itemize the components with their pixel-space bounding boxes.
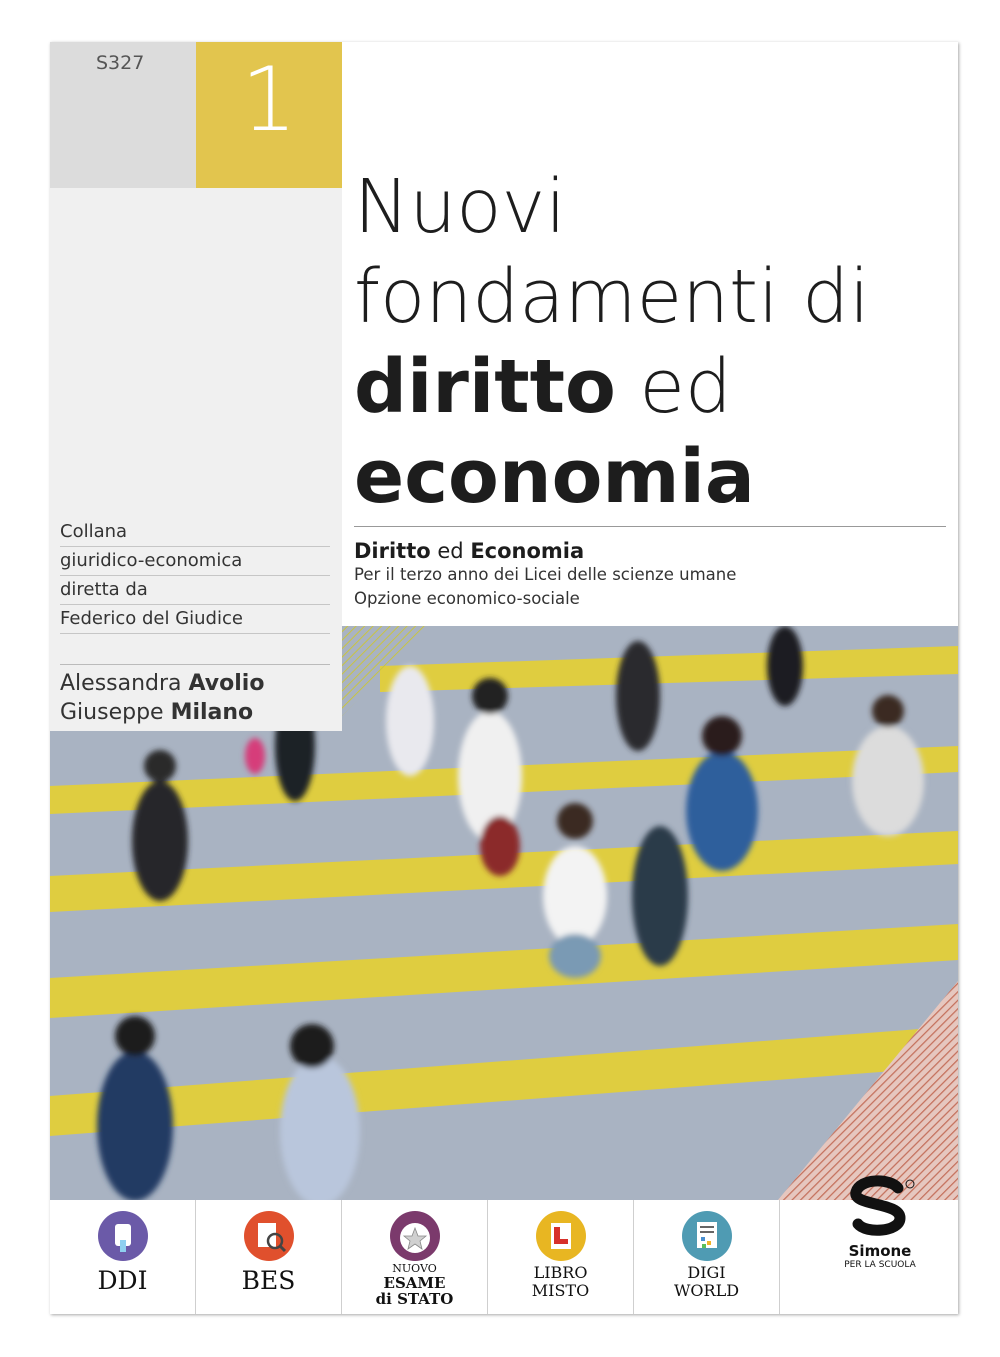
feature-libro: [488, 1200, 634, 1314]
bes-label: BES: [241, 1266, 296, 1295]
feature-ddi: [50, 1200, 196, 1314]
digi-label: DIGI WORLD: [673, 1263, 740, 1300]
features-row: [50, 1200, 778, 1314]
digi-icon: [681, 1210, 733, 1262]
title-line-4: economia: [354, 434, 755, 520]
simone-logo-icon: [820, 1172, 940, 1242]
libro-icon: [535, 1210, 587, 1262]
bes-icon: [243, 1210, 295, 1262]
series-line: Collana: [60, 518, 330, 547]
publisher-tagline: PER LA SCUOLA: [844, 1260, 916, 1270]
subtitle-line-1: Per il terzo anno dei Licei delle scienze umane: [354, 565, 737, 584]
code-box: [50, 42, 196, 188]
series-editor: Federico del Giudice: [60, 605, 330, 634]
publisher-logo: [820, 1172, 940, 1292]
feature-digi: [634, 1200, 780, 1314]
ddi-icon: [97, 1210, 149, 1262]
publisher-name: Simone: [848, 1242, 912, 1260]
title-line-1: Nuovi: [354, 164, 566, 250]
feature-bes: [196, 1200, 342, 1314]
esame-label: NUOVO ESAME di STATO: [375, 1262, 454, 1308]
title-line-2: fondamenti di: [354, 254, 870, 340]
book-title: [354, 162, 944, 522]
title-diritto: diritto: [354, 344, 616, 430]
catalog-code: S327: [96, 52, 145, 74]
subtitle-line-2: Opzione economico-sociale: [354, 589, 580, 608]
authors: [60, 664, 330, 727]
esame-icon: [389, 1210, 441, 1262]
title-ed: ed: [615, 344, 732, 430]
series-info: [60, 518, 330, 634]
left-panel: [50, 188, 342, 731]
author-2: Giuseppe Milano: [60, 700, 254, 725]
title-line-3: [354, 342, 944, 432]
volume-box: [196, 42, 342, 188]
book-cover: [50, 42, 958, 1314]
feature-esame: [342, 1200, 488, 1314]
subtitle: [354, 526, 946, 611]
libro-label: LIBRO MISTO: [531, 1263, 590, 1300]
author-1: Alessandra Avolio: [60, 671, 265, 696]
series-line: diretta da: [60, 576, 330, 605]
ddi-label: DDI: [97, 1266, 148, 1295]
subtitle-heading: Diritto ed Economia: [354, 539, 585, 563]
volume-number: 1: [241, 48, 297, 151]
series-line: giuridico-economica: [60, 547, 330, 576]
